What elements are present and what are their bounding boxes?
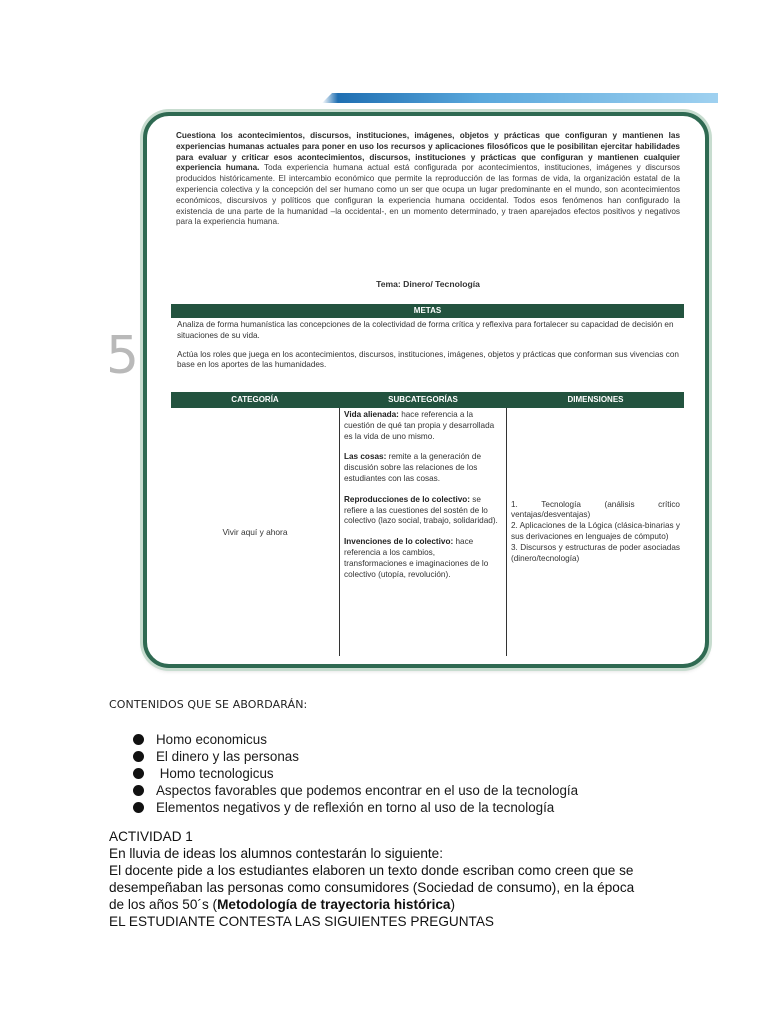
subcategorias-cell (339, 408, 507, 656)
intro-body: Toda experiencia humana actual está configurada por acontecimientos, instituciones, imágenes y discursos producidos históricamente. El intercambio económico que permite la reproducción de las formas de vida, la organización estatal de la experiencia colectiva y la concepción del ser humano como un ser que ocupa un lugar predominante en el mundo, son acontecimientos económicos, discursivos y políticos que configuran la experiencia humana occidental. Todos esos fenómenos han configurado la existencia de una parte de la humanidad –la occidental-, en un momento determinado, y traen aparejados efectos positivos y negativos para la experiencia humana. (176, 163, 681, 227)
metas-table (171, 304, 684, 656)
list-item (133, 731, 578, 748)
actividad-line: desempeñaban las personas como consumidores (Sociedad de consumo), en la época (109, 880, 635, 895)
header-subcategorias: SUBCATEGORÍAS (388, 395, 458, 404)
actividad-line-post: ) (450, 897, 456, 912)
subcategoria-item (344, 495, 500, 527)
bullet-icon (133, 802, 144, 813)
actividad-line: El docente pide a los estudiantes elaboren un texto donde escriban como creen que se (109, 863, 634, 878)
dimension-item: 1. Tecnología (análisis crítico ventajas/desventajas) (511, 499, 680, 520)
page-number-mark: 5 (106, 326, 140, 386)
meta-item: Analiza de forma humanística las concepciones de la colectividad de forma crítica y reflexiva para fortalecer su capacidad de decisión en situaciones de su vida. (177, 320, 674, 340)
header-accent-bar-cut (322, 93, 332, 103)
subcategoria-text: se refiere a las cuestiones del sostén de lo colectivo (lazo social, trabajo, solidaridad). (344, 494, 498, 526)
list-item (133, 782, 578, 799)
list-item-text: El dinero y las personas (156, 749, 299, 764)
actividad-line: En lluvia de ideas los alumnos contestarán lo siguiente: (109, 846, 444, 861)
list-item-text: Homo tecnologicus (156, 766, 274, 781)
bullet-icon (133, 785, 144, 796)
metas-header: METAS (171, 304, 684, 318)
actividad-line: EL ESTUDIANTE CONTESTA LAS SIGUIENTES PREGUNTAS (109, 914, 494, 929)
subcategoria-item (344, 410, 500, 442)
actividad-line-pre: de los años 50´s ( (109, 897, 218, 912)
dimensiones-cell (507, 408, 684, 656)
subcategoria-title: Vida alienada: (344, 410, 399, 419)
categories-header-row (171, 392, 684, 408)
list-item-text: Homo economicus (156, 732, 267, 747)
bullet-icon (133, 768, 144, 779)
subcategoria-title: Invenciones de lo colectivo: (344, 537, 454, 547)
contenidos-heading: CONTENIDOS QUE SE ABORDARÁN: (109, 698, 308, 711)
subcategoria-text: hace referencia a los cambios, transformaciones e imaginaciones de lo colectivo (utopía, revolución). (344, 537, 489, 579)
categories-body-row (171, 408, 684, 656)
header-accent-bar (322, 93, 718, 103)
bullet-icon (133, 751, 144, 762)
subcategoria-item (344, 452, 500, 484)
subcategoria-title: Reproducciones de lo colectivo: (344, 494, 471, 504)
list-item-text: Elementos negativos y de reflexión en torno al uso de la tecnología (156, 800, 555, 815)
contenidos-list (133, 731, 578, 816)
list-item (133, 765, 578, 782)
subcategoria-title: Las cosas: (344, 452, 387, 462)
categoria-cell (171, 408, 339, 656)
meta-item: Actúa los roles que juega en los acontecimientos, discursos, instituciones, imágenes, objetos y prácticas que conforman sus vivencias con base en los aportes de las humanidades. (177, 349, 679, 370)
dimension-item: 3. Discursos y estructuras de poder asociadas (dinero/tecnología) (511, 542, 680, 563)
bullet-icon (133, 734, 144, 745)
card-intro-text (176, 131, 680, 228)
list-item (133, 799, 578, 816)
actividad-line (109, 896, 669, 913)
metodologia-label: Metodología de trayectoria histórica (217, 897, 451, 912)
actividad-title: ACTIVIDAD 1 (109, 829, 193, 844)
header-categoria: CATEGORÍA (231, 395, 279, 404)
tema-label: Tema: Dinero/ Tecnología (376, 279, 480, 289)
actividad-section (109, 828, 669, 930)
subcategoria-text: remite a la generación de discusión sobre las relaciones de los estudiantes con las cosas. (344, 452, 481, 483)
header-dimensiones: DIMENSIONES (567, 395, 624, 404)
metas-body (171, 318, 684, 392)
categoria-text: Vivir aquí y ahora (222, 527, 288, 537)
dimension-item: 2. Aplicaciones de la Lógica (clásica-binarias y sus derivaciones en lenguajes de cómputo) (511, 521, 680, 541)
list-item (133, 748, 578, 765)
list-item-text: Aspectos favorables que podemos encontrar en el uso de la tecnología (156, 783, 579, 798)
subcategoria-item (344, 537, 500, 580)
subcategoria-text: hace referencia a la cuestión de qué tan propia y desarrollada es la vida de uno mismo. (344, 410, 495, 441)
intro-bold: Cuestiona los acontecimientos, discursos, instituciones, imágenes, objetos y prácticas que configuran y mantienen las experiencias humanas actuales para poner en uso los recursos y aplicaciones filosóficos que le posibilitan ejercitar habilidades para evaluar y criticar esos acontecimientos, discursos, instituciones y prácticas que configuran y mantienen cualquier experiencia humana. (176, 131, 680, 173)
